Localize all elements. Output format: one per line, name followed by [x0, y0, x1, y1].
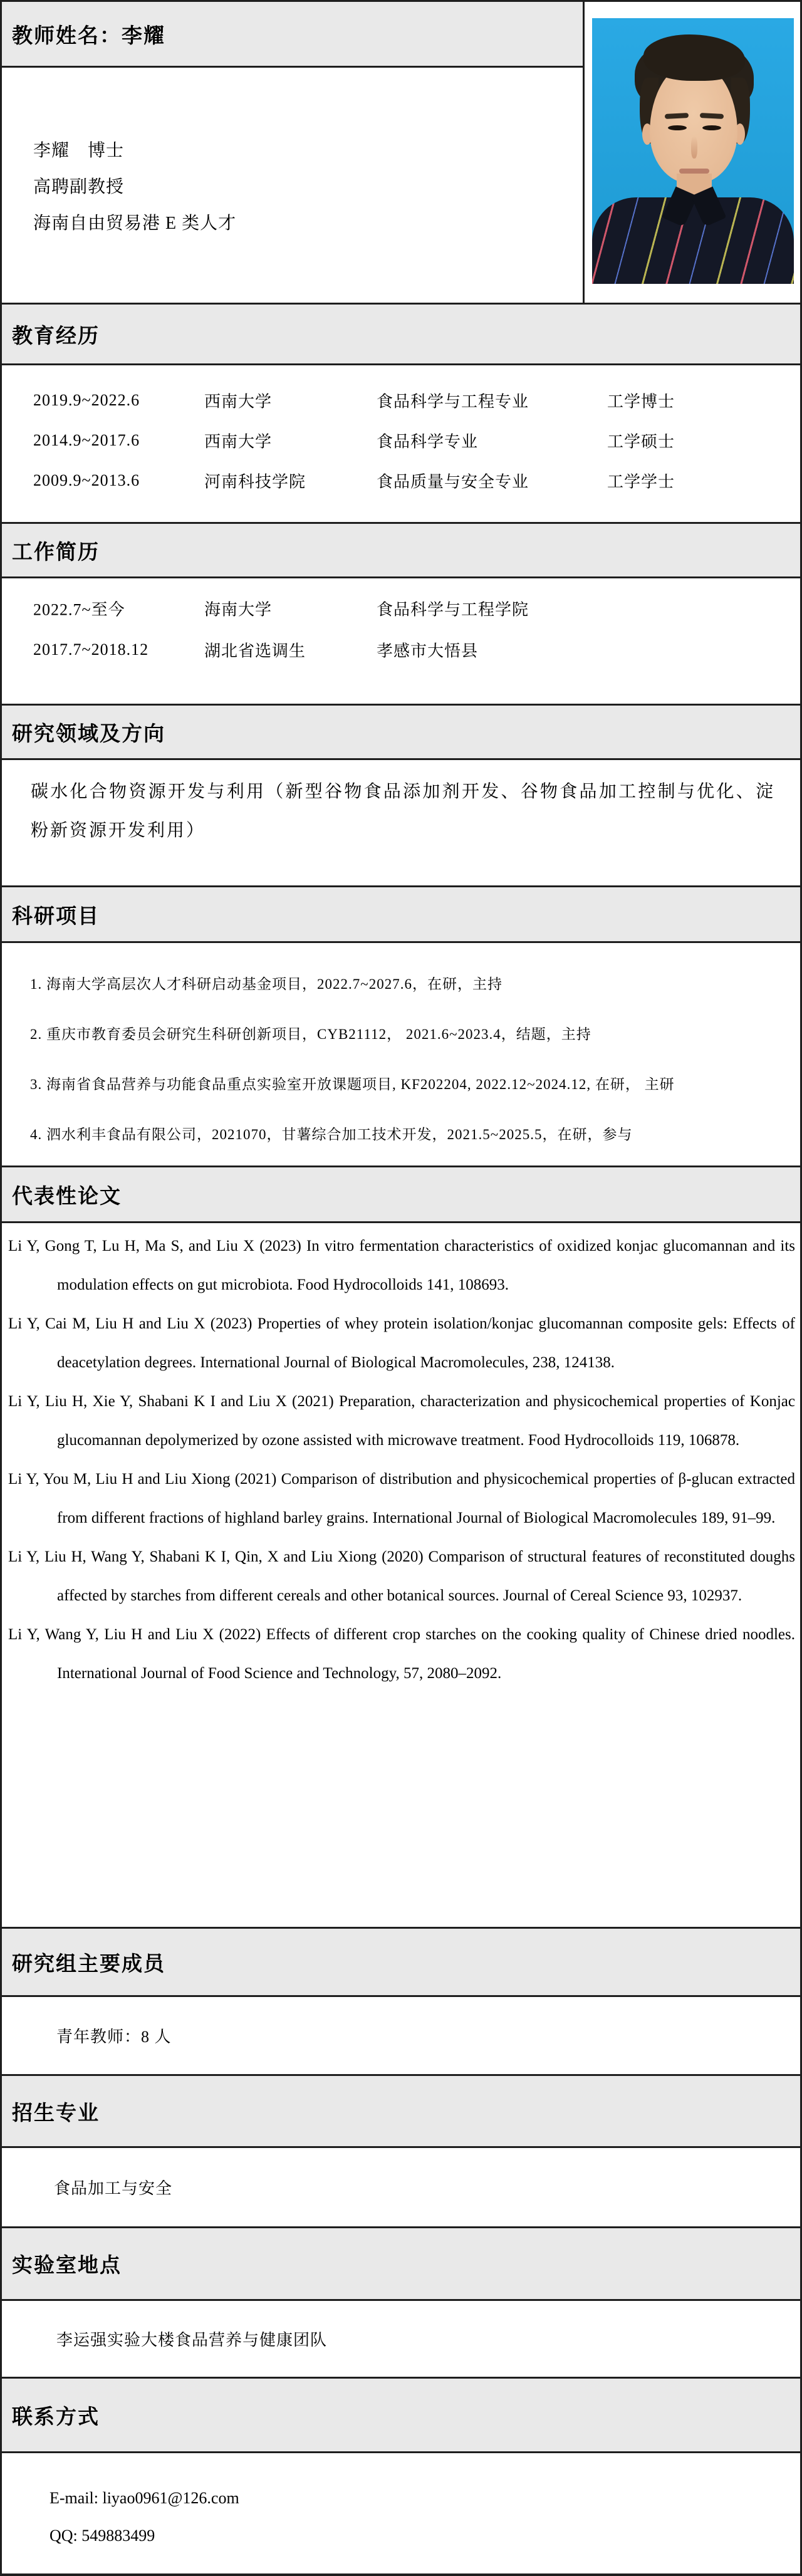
education-degree: 工学硕士: [607, 432, 675, 451]
photo-nose: [691, 136, 697, 159]
section-heading-enrollment: 招生专业: [2, 2074, 800, 2148]
contact-qq: QQ: 549883499: [49, 2526, 155, 2545]
paper-citation: Li Y, Liu H, Wang Y, Shabani K I, Qin, X and Liu Xiong (2020) Comparison of structural features of reconstituted doughs affected by starches from different cereals and other botanical sources. Journal of Cereal Science 93, 102937.: [8, 1548, 795, 1604]
table-row: [2, 588, 800, 629]
paper-citation: Li Y, Wang Y, Liu H and Liu X (2022) Effects of different crop starches on the cooking quality of Chinese dried noodles. International Journal of Food Science and Technology, 57, 2080–2092.: [8, 1626, 795, 1682]
education-degree: 工学博士: [607, 392, 675, 411]
education-table: [2, 365, 800, 522]
work-department: 孝感市大悟县: [377, 642, 479, 660]
profile-rank: 高聘副教授: [33, 177, 125, 197]
paper-citation: Li Y, You M, Liu H and Liu Xiong (2021) Comparison of distribution and physicochemical properties of β-glucan extracted from different fractions of highland barley grains. International Journal of Biological Macromolecules 189, 91–99.: [8, 1471, 795, 1526]
project-item: 1. 海南大学高层次人才科研启动基金项目，2022.7~2027.6，在研，主持: [30, 976, 503, 992]
education-school: 河南科技学院: [204, 472, 306, 491]
table-row: [2, 420, 800, 461]
section-heading-contact: 联系方式: [2, 2377, 800, 2453]
education-major: 食品科学专业: [377, 432, 479, 451]
section-heading-lab: 实验室地点: [2, 2226, 800, 2301]
section-heading-work: 工作简历: [2, 522, 800, 578]
members-text: 青年教师：8 人: [2, 1997, 800, 2074]
education-major: 食品质量与安全专业: [377, 472, 529, 491]
profile-summary: [2, 68, 583, 303]
project-item: 3. 海南省食品营养与功能食品重点实验室开放课题项目, KF202204, 2022.12~2024.12, 在研， 主研: [30, 1076, 675, 1092]
project-item: 4. 泗水利丰食品有限公司，2021070，甘薯综合加工技术开发，2021.5~2025.5，在研，参与: [30, 1126, 633, 1142]
paper-citation: Li Y, Liu H, Xie Y, Shabani K I and Liu X (2021) Preparation, characterization and physicochemical properties of Konjac glucomannan depolymerized by ozone assisted with microwave treatment. Food Hydrocolloids 119, 106878.: [8, 1393, 795, 1449]
education-school: 西南大学: [204, 432, 273, 451]
profile-talent-class: 海南自由贸易港 E 类人才: [33, 214, 237, 233]
papers-list: [2, 1223, 800, 1927]
research-areas-text: 碳水化合物资源开发与利用（新型谷物食品添加剂开发、谷物食品加工控制与优化、淀粉新资源开发利用）: [2, 760, 800, 885]
project-item: 2. 重庆市教育委员会研究生科研创新项目，CYB21112， 2021.6~2023.4，结题，主持: [30, 1026, 591, 1042]
work-period: 2017.7~2018.12: [33, 640, 149, 659]
section-heading-papers: 代表性论文: [2, 1165, 800, 1223]
photo-hair-front: [643, 34, 745, 81]
lab-location-text: 李运强实验大楼食品营养与健康团队: [2, 2301, 800, 2377]
section-heading-projects: 科研项目: [2, 885, 800, 943]
paper-citation: Li Y, Gong T, Lu H, Ma S, and Liu X (2023) In vitro fermentation characteristics of oxidized konjac glucomannan and its modulation effects on gut microbiota. Food Hydrocolloids 141, 108693.: [8, 1238, 795, 1293]
photo-shirt: [592, 197, 794, 284]
profile-name: 李耀 博士: [33, 141, 125, 160]
work-period: 2022.7~至今: [33, 600, 125, 619]
work-organization: 湖北省选调生: [204, 642, 306, 660]
projects-list: [2, 943, 800, 1165]
photo-mouth: [679, 169, 709, 174]
table-row: [2, 629, 800, 670]
section-heading-education: 教育经历: [2, 303, 800, 365]
contact-email: E-mail: liyao0961@126.com: [49, 2489, 239, 2507]
paper-citation: Li Y, Cai M, Liu H and Liu X (2023) Properties of whey protein isolation/konjac glucomannan composite gels: Effects of deacetylation degrees. International Journal of Biological Macromolecules, 238, 124138.: [8, 1315, 795, 1371]
top-left-column: [2, 2, 583, 303]
top-area: [2, 2, 800, 303]
photo-cell: [583, 2, 800, 303]
profile-photo: [592, 18, 794, 284]
education-school: 西南大学: [204, 392, 273, 411]
section-heading-members: 研究组主要成员: [2, 1927, 800, 1997]
table-row: [2, 461, 800, 501]
contact-block: [2, 2453, 800, 2573]
education-period: 2019.9~2022.6: [33, 391, 140, 409]
work-organization: 海南大学: [204, 600, 273, 619]
education-major: 食品科学与工程专业: [377, 392, 529, 411]
education-period: 2014.9~2017.6: [33, 431, 140, 449]
education-degree: 工学学士: [607, 472, 675, 491]
table-row: [2, 380, 800, 420]
education-period: 2009.9~2013.6: [33, 471, 140, 489]
photo-eye-left: [668, 125, 687, 130]
work-table: [2, 578, 800, 704]
photo-eye-right: [702, 125, 721, 130]
enrollment-text: 食品加工与安全: [2, 2148, 800, 2226]
page-title: 教师姓名：李耀: [2, 2, 583, 68]
section-heading-research: 研究领域及方向: [2, 704, 800, 760]
work-department: 食品科学与工程学院: [377, 600, 529, 619]
